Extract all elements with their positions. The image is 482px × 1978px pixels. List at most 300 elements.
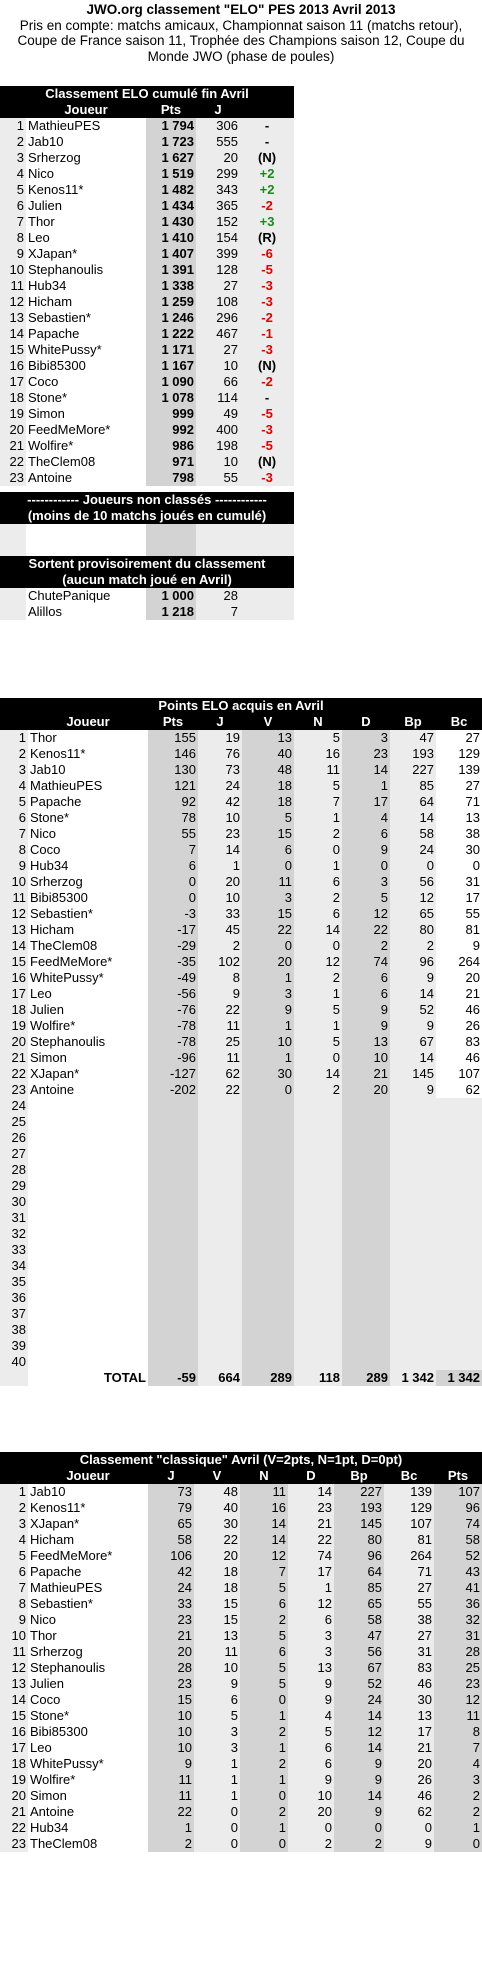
rank-cell: 12 xyxy=(0,1660,28,1676)
value-cell xyxy=(242,1258,294,1274)
value-cell: 85 xyxy=(334,1580,384,1596)
value-cell xyxy=(342,1338,390,1354)
value-cell: 0 xyxy=(194,1836,240,1852)
value-cell xyxy=(436,1338,482,1354)
value-cell: 12 xyxy=(434,1692,482,1708)
value-cell: 129 xyxy=(384,1500,434,1516)
value-cell xyxy=(294,1114,342,1130)
value-cell: 0 xyxy=(240,1692,288,1708)
value-cell: 5 xyxy=(240,1580,288,1596)
value-cell: 73 xyxy=(198,762,242,778)
value-cell xyxy=(242,1146,294,1162)
rank-cell: 22 xyxy=(0,1066,28,1082)
table-row xyxy=(0,246,294,262)
player-cell: Simon xyxy=(30,1788,67,1803)
trend-cell: - xyxy=(240,134,294,150)
value-cell: 22 xyxy=(242,922,294,938)
value-cell: 5 xyxy=(240,1628,288,1644)
points-cell: 1 222 xyxy=(146,326,196,342)
player-cell: Coco xyxy=(30,842,61,857)
value-cell: 107 xyxy=(384,1516,434,1532)
table-row xyxy=(0,1548,482,1564)
table-row xyxy=(0,874,482,890)
rank-cell: 9 xyxy=(0,1612,28,1628)
player-cell: FeedMeMore* xyxy=(30,954,113,969)
value-cell: 5 xyxy=(240,1676,288,1692)
trend-cell: -5 xyxy=(240,438,294,454)
col-header: Pts xyxy=(434,1468,482,1484)
player-cell xyxy=(28,1258,148,1274)
value-cell xyxy=(436,1274,482,1290)
value-cell: -202 xyxy=(148,1082,198,1098)
value-cell: 11 xyxy=(198,1050,242,1066)
value-cell xyxy=(198,1242,242,1258)
table-row xyxy=(0,182,294,198)
value-cell: 9 xyxy=(334,1772,384,1788)
value-cell xyxy=(148,1226,198,1242)
value-cell: 20 xyxy=(242,954,294,970)
value-cell xyxy=(390,1146,436,1162)
points-cell: 1 259 xyxy=(146,294,196,310)
games-cell: 399 xyxy=(196,246,240,262)
rank-cell: 25 xyxy=(0,1114,28,1130)
table-row xyxy=(0,1322,482,1338)
table-row xyxy=(0,294,294,310)
player-cell: Antoine xyxy=(28,470,73,485)
value-cell: 7 xyxy=(294,794,342,810)
points-table xyxy=(0,698,482,1386)
value-cell xyxy=(242,1114,294,1130)
player-cell: Alillos xyxy=(28,604,62,619)
value-cell xyxy=(242,1290,294,1306)
out-subtitle: (aucun match joué en Avril) xyxy=(0,572,294,588)
value-cell xyxy=(342,1306,390,1322)
player-cell: Kenos11* xyxy=(30,1500,86,1515)
trend-cell: -6 xyxy=(240,246,294,262)
col-header: J xyxy=(196,102,240,118)
value-cell: 46 xyxy=(384,1788,434,1804)
player-cell xyxy=(28,1338,148,1354)
total-cell: 289 xyxy=(242,1370,294,1386)
player-cell xyxy=(28,1130,148,1146)
value-cell: 8 xyxy=(434,1724,482,1740)
value-cell xyxy=(148,1098,198,1114)
value-cell: 21 xyxy=(342,1066,390,1082)
trend-cell: +3 xyxy=(240,214,294,230)
player-cell: Wolfire* xyxy=(28,438,74,453)
value-cell xyxy=(242,1354,294,1370)
rank-cell: 13 xyxy=(0,922,28,938)
col-header: Joueur xyxy=(28,1468,148,1484)
value-cell: 23 xyxy=(148,1612,194,1628)
table-row xyxy=(0,1194,482,1210)
value-cell xyxy=(198,1338,242,1354)
value-cell xyxy=(242,1274,294,1290)
value-cell: 74 xyxy=(434,1516,482,1532)
value-cell xyxy=(148,1290,198,1306)
value-cell: 96 xyxy=(434,1500,482,1516)
value-cell xyxy=(436,1210,482,1226)
value-cell: 16 xyxy=(240,1500,288,1516)
value-cell xyxy=(342,1178,390,1194)
table-row xyxy=(0,342,294,358)
table-row xyxy=(0,1226,482,1242)
value-cell: 55 xyxy=(465,906,481,921)
value-cell: -96 xyxy=(148,1050,198,1066)
value-cell: 9 xyxy=(472,938,481,953)
value-cell xyxy=(198,1194,242,1210)
header-line: Pris en compte: matchs amicaux, Championnat saison 11 (matchs retour), xyxy=(19,17,463,33)
rank-cell: 26 xyxy=(0,1130,28,1146)
value-cell: 48 xyxy=(194,1484,240,1500)
value-cell: 67 xyxy=(390,1034,436,1050)
player-cell xyxy=(28,1114,148,1130)
value-cell: 5 xyxy=(294,730,342,746)
table-row xyxy=(0,1354,482,1370)
table-row xyxy=(0,1098,482,1114)
value-cell xyxy=(390,1354,436,1370)
value-cell: 45 xyxy=(198,922,242,938)
player-cell: Kenos11* xyxy=(30,746,86,761)
table-row xyxy=(0,1210,482,1226)
value-cell: 14 xyxy=(334,1708,384,1724)
value-cell: 15 xyxy=(148,1692,194,1708)
value-cell: 1 xyxy=(240,1740,288,1756)
rank-cell: 28 xyxy=(0,1162,28,1178)
value-cell: 6 xyxy=(148,858,198,874)
value-cell: 0 xyxy=(194,1804,240,1820)
rank-cell: 15 xyxy=(0,1708,28,1724)
value-cell: 193 xyxy=(334,1500,384,1516)
value-cell xyxy=(148,1306,198,1322)
games-cell: 108 xyxy=(196,294,240,310)
value-cell: 1 xyxy=(194,1772,240,1788)
rank-cell: 3 xyxy=(0,150,26,166)
player-cell: Jab10 xyxy=(30,1484,66,1499)
player-cell: Srherzog xyxy=(30,874,83,889)
table-row xyxy=(0,762,482,778)
games-cell: 365 xyxy=(196,198,240,214)
value-cell: 10 xyxy=(198,890,242,906)
table-row xyxy=(0,730,482,746)
table-row xyxy=(0,470,294,486)
value-cell: 1 xyxy=(240,1772,288,1788)
total-label: TOTAL xyxy=(103,1370,146,1385)
value-cell: 227 xyxy=(334,1484,384,1500)
value-cell: 2 xyxy=(294,1082,342,1098)
value-cell: 71 xyxy=(384,1564,434,1580)
value-cell xyxy=(148,1178,198,1194)
value-cell: 52 xyxy=(434,1548,482,1564)
value-cell: 10 xyxy=(198,810,242,826)
page-header xyxy=(0,0,482,84)
rank-cell: 14 xyxy=(0,1692,28,1708)
value-cell xyxy=(436,1194,482,1210)
player-cell: Julien xyxy=(30,1676,64,1691)
points-cell: 1 407 xyxy=(146,246,196,262)
rank-cell: 34 xyxy=(0,1258,28,1274)
value-cell: 5 xyxy=(294,1002,342,1018)
value-cell: 42 xyxy=(148,1564,194,1580)
value-cell: 33 xyxy=(148,1596,194,1612)
trend-cell: (R) xyxy=(240,230,294,246)
value-cell: 7 xyxy=(240,1564,288,1580)
rank-cell: 22 xyxy=(0,454,26,470)
value-cell: 14 xyxy=(294,922,342,938)
player-cell: Julien xyxy=(30,1002,64,1017)
value-cell xyxy=(390,1162,436,1178)
value-cell: 1 xyxy=(294,810,342,826)
value-cell: 56 xyxy=(390,874,436,890)
rank-cell: 13 xyxy=(0,1676,28,1692)
table-row xyxy=(0,1034,482,1050)
points-cell: 1 391 xyxy=(146,262,196,278)
value-cell: 67 xyxy=(334,1660,384,1676)
rank-cell: 13 xyxy=(0,310,26,326)
unranked-title: ------------ Joueurs non classés ------------ xyxy=(0,492,294,508)
value-cell: 7 xyxy=(148,842,198,858)
total-cell: 1 342 xyxy=(436,1370,482,1386)
rank-cell: 9 xyxy=(0,246,26,262)
value-cell: 27 xyxy=(384,1580,434,1596)
games-cell: 27 xyxy=(196,278,240,294)
table-row xyxy=(0,826,482,842)
value-cell: 15 xyxy=(194,1596,240,1612)
trend-cell: -3 xyxy=(240,422,294,438)
rank-cell: 10 xyxy=(0,1628,28,1644)
value-cell: 14 xyxy=(334,1740,384,1756)
value-cell: 58 xyxy=(148,1532,194,1548)
rank-cell: 6 xyxy=(0,810,28,826)
value-cell: 0 xyxy=(384,1820,434,1836)
value-cell: 20 xyxy=(465,970,481,985)
value-cell: 56 xyxy=(334,1644,384,1660)
value-cell: 3 xyxy=(434,1772,482,1788)
games-cell: 55 xyxy=(196,470,240,486)
table-row xyxy=(0,588,294,604)
rank-cell: 19 xyxy=(0,1018,28,1034)
points-cell: 986 xyxy=(146,438,196,454)
player-cell: Hub34 xyxy=(30,858,69,873)
value-cell: 12 xyxy=(342,906,390,922)
value-cell: 5 xyxy=(288,1724,334,1740)
rank-cell: 2 xyxy=(0,746,28,762)
value-cell: 20 xyxy=(148,1644,194,1660)
value-cell: 55 xyxy=(384,1596,434,1612)
rank-cell: 4 xyxy=(0,1532,28,1548)
value-cell: 55 xyxy=(148,826,198,842)
value-cell: 62 xyxy=(198,1066,242,1082)
table-row xyxy=(0,1724,482,1740)
value-cell xyxy=(198,1098,242,1114)
unranked-subtitle: (moins de 10 matchs joués en cumulé) xyxy=(0,508,294,524)
value-cell xyxy=(294,1290,342,1306)
value-cell: 58 xyxy=(390,826,436,842)
rank-cell: 18 xyxy=(0,1756,28,1772)
rank-cell: 30 xyxy=(0,1194,28,1210)
table-row xyxy=(0,810,482,826)
value-cell: 5 xyxy=(294,1034,342,1050)
value-cell: 14 xyxy=(334,1788,384,1804)
table-row xyxy=(0,326,294,342)
table-row xyxy=(0,1082,482,1098)
value-cell: 9 xyxy=(390,1018,436,1034)
col-header: Bc xyxy=(436,714,482,730)
rank-cell: 2 xyxy=(0,1500,28,1516)
table-row xyxy=(0,310,294,326)
value-cell xyxy=(148,1258,198,1274)
value-cell: 1 xyxy=(242,1018,294,1034)
value-cell: 8 xyxy=(198,970,242,986)
table-row xyxy=(0,1772,482,1788)
value-cell: 14 xyxy=(390,810,436,826)
rank-cell: 7 xyxy=(0,1580,28,1596)
points-cell: 1 434 xyxy=(146,198,196,214)
player-cell: Hub34 xyxy=(28,278,67,293)
value-cell: 42 xyxy=(198,794,242,810)
player-cell: Papache xyxy=(30,794,82,809)
value-cell xyxy=(390,1322,436,1338)
player-cell: Nico xyxy=(30,826,57,841)
value-cell: 0 xyxy=(240,1836,288,1852)
value-cell xyxy=(148,1114,198,1130)
value-cell: 2 xyxy=(240,1756,288,1772)
value-cell: 1 xyxy=(434,1820,482,1836)
value-cell: 0 xyxy=(242,938,294,954)
value-cell: 31 xyxy=(384,1644,434,1660)
value-cell: 145 xyxy=(334,1516,384,1532)
player-cell: Simon xyxy=(28,406,65,421)
value-cell: 9 xyxy=(288,1692,334,1708)
value-cell: 5 xyxy=(294,778,342,794)
player-cell: Leo xyxy=(30,986,52,1001)
points-cell: 1 794 xyxy=(146,118,196,134)
value-cell: 9 xyxy=(148,1756,194,1772)
table-row xyxy=(0,134,294,150)
value-cell: -3 xyxy=(148,906,198,922)
value-cell: 47 xyxy=(390,730,436,746)
player-cell: Bibi85300 xyxy=(28,358,86,373)
points-table-title: Points ELO acquis en Avril xyxy=(0,698,482,714)
trend-cell: -3 xyxy=(240,470,294,486)
table-row xyxy=(0,1596,482,1612)
player-cell: Papache xyxy=(30,1564,82,1579)
value-cell: 65 xyxy=(390,906,436,922)
value-cell xyxy=(390,1210,436,1226)
table-row xyxy=(0,1242,482,1258)
value-cell: 1 xyxy=(294,858,342,874)
rank-cell: 5 xyxy=(0,1548,28,1564)
value-cell: 23 xyxy=(288,1500,334,1516)
value-cell: 13 xyxy=(194,1628,240,1644)
rank-cell: 8 xyxy=(0,230,26,246)
player-cell: MathieuPES xyxy=(30,778,103,793)
player-cell: TheClem08 xyxy=(30,938,98,953)
points-cell: 798 xyxy=(146,470,196,486)
value-cell xyxy=(198,1322,242,1338)
value-cell: 80 xyxy=(334,1532,384,1548)
player-cell xyxy=(28,1178,148,1194)
rank-cell: 17 xyxy=(0,986,28,1002)
player-cell: MathieuPES xyxy=(28,118,101,133)
value-cell xyxy=(436,1146,482,1162)
value-cell xyxy=(198,1258,242,1274)
games-cell: 152 xyxy=(196,214,240,230)
player-cell: Stephanoulis xyxy=(28,262,104,277)
points-cell: 1 627 xyxy=(146,150,196,166)
value-cell: -127 xyxy=(148,1066,198,1082)
value-cell: 78 xyxy=(148,810,198,826)
rank-cell: 18 xyxy=(0,390,26,406)
player-cell: WhitePussy* xyxy=(28,342,102,357)
value-cell: 20 xyxy=(288,1804,334,1820)
games-cell: 299 xyxy=(196,166,240,182)
trend-cell: (N) xyxy=(240,454,294,470)
value-cell: 36 xyxy=(434,1596,482,1612)
player-cell: Hicham xyxy=(28,294,73,309)
value-cell: 40 xyxy=(194,1500,240,1516)
value-cell: 22 xyxy=(198,1082,242,1098)
value-cell: 24 xyxy=(198,778,242,794)
value-cell: 0 xyxy=(148,890,198,906)
value-cell: 24 xyxy=(334,1692,384,1708)
trend-cell: - xyxy=(240,118,294,134)
value-cell: 13 xyxy=(465,810,481,825)
col-header: J xyxy=(198,714,242,730)
value-cell: 24 xyxy=(148,1580,194,1596)
table-row xyxy=(0,1564,482,1580)
value-cell xyxy=(342,1162,390,1178)
value-cell xyxy=(342,1242,390,1258)
player-cell: XJapan* xyxy=(30,1516,80,1531)
value-cell: 0 xyxy=(294,938,342,954)
col-header: Pts xyxy=(146,102,196,118)
value-cell xyxy=(342,1274,390,1290)
value-cell xyxy=(390,1130,436,1146)
value-cell: 3 xyxy=(342,874,390,890)
table-row xyxy=(0,422,294,438)
player-cell: Bibi85300 xyxy=(30,890,88,905)
games-cell: 66 xyxy=(196,374,240,390)
rank-cell: 7 xyxy=(0,826,28,842)
table-row xyxy=(0,374,294,390)
rank-cell: 6 xyxy=(0,198,26,214)
table-row xyxy=(0,1836,482,1852)
table-row xyxy=(0,438,294,454)
value-cell: 1 xyxy=(288,1580,334,1596)
value-cell: 3 xyxy=(194,1740,240,1756)
table-row xyxy=(0,986,482,1002)
table-row xyxy=(0,938,482,954)
value-cell: 3 xyxy=(288,1628,334,1644)
value-cell xyxy=(242,1178,294,1194)
classic-section xyxy=(0,1452,482,1852)
player-cell: FeedMeMore* xyxy=(30,1548,113,1563)
rank-cell: 14 xyxy=(0,938,28,954)
value-cell: 2 xyxy=(390,938,436,954)
rank-cell: 23 xyxy=(0,470,26,486)
table-row xyxy=(0,1306,482,1322)
trend-cell: -5 xyxy=(240,406,294,422)
value-cell: 11 xyxy=(240,1484,288,1500)
value-cell: 2 xyxy=(240,1724,288,1740)
value-cell: 40 xyxy=(242,746,294,762)
value-cell: 146 xyxy=(148,746,198,762)
table-row xyxy=(0,1018,482,1034)
value-cell: 30 xyxy=(194,1516,240,1532)
value-cell: 30 xyxy=(242,1066,294,1082)
rank-cell: 27 xyxy=(0,1146,28,1162)
